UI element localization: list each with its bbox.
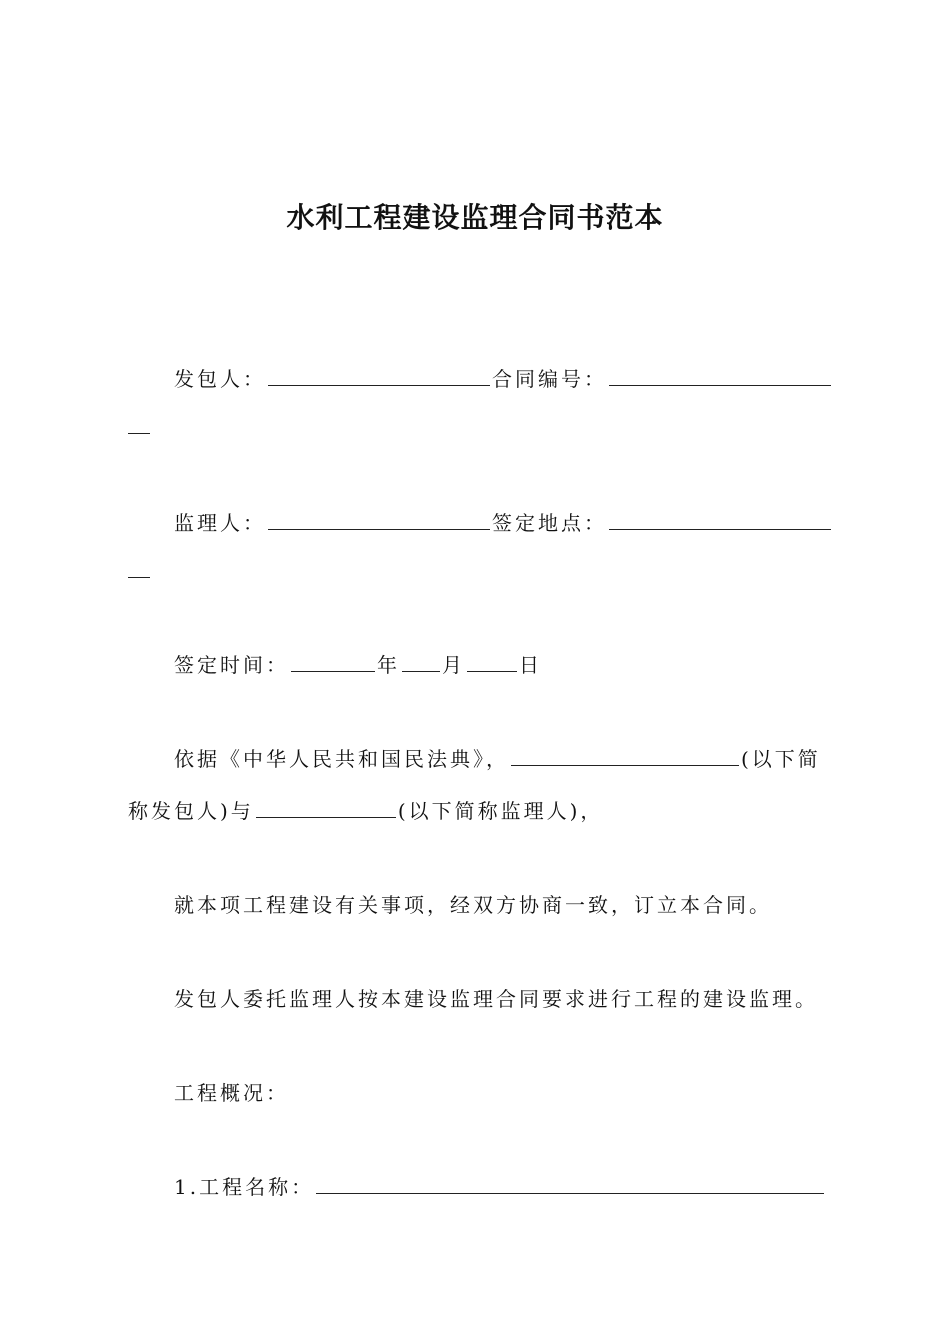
- employer-line: [174, 364, 833, 394]
- day-blank[interactable]: [467, 651, 517, 672]
- employer-blank[interactable]: [268, 365, 490, 386]
- supervisor-line-continuation: [128, 577, 150, 578]
- overview-heading: 工程概况：: [174, 1081, 289, 1105]
- basis-paragraph-line2: [128, 796, 603, 826]
- contract-no-label: 合同编号：: [492, 367, 607, 391]
- employer-line-continuation: [128, 433, 150, 434]
- sign-place-label: 签定地点：: [492, 511, 607, 535]
- year-blank[interactable]: [291, 651, 375, 672]
- day-label: 日: [519, 653, 542, 677]
- document-title: 水利工程建设监理合同书范本: [286, 201, 664, 234]
- sign-time-line: [174, 650, 542, 680]
- supervisor-name-blank[interactable]: [256, 797, 396, 818]
- employer-name-blank[interactable]: [511, 745, 739, 766]
- project-name-label: 1.工程名称：: [174, 1175, 315, 1199]
- entrust-paragraph: 发包人委托监理人按本建设监理合同要求进行工程的建设监理。: [174, 987, 818, 1011]
- project-name-line: [174, 1172, 826, 1202]
- supervisor-blank[interactable]: [268, 509, 490, 530]
- month-blank[interactable]: [402, 651, 440, 672]
- sign-time-label: 签定时间：: [174, 653, 289, 677]
- basis-text-part1: 依据《中华人民共和国民法典》，: [174, 747, 509, 771]
- project-name-blank[interactable]: [316, 1173, 824, 1194]
- basis-text-part2: (以下简: [741, 747, 821, 771]
- year-label: 年: [377, 653, 400, 677]
- basis-line2-part1: 称发包人)与: [128, 799, 254, 823]
- agreement-paragraph: 就本项工程建设有关事项，经双方协商一致，订立本合同。: [174, 893, 772, 917]
- basis-line2-part2: (以下简称监理人)，: [397, 799, 604, 823]
- supervisor-label: 监理人：: [174, 511, 266, 535]
- basis-paragraph-line1: [174, 744, 821, 774]
- contract-no-blank[interactable]: [609, 365, 831, 386]
- sign-place-blank[interactable]: [609, 509, 831, 530]
- employer-label: 发包人：: [174, 367, 266, 391]
- supervisor-line: [174, 508, 833, 538]
- month-label: 月: [442, 653, 465, 677]
